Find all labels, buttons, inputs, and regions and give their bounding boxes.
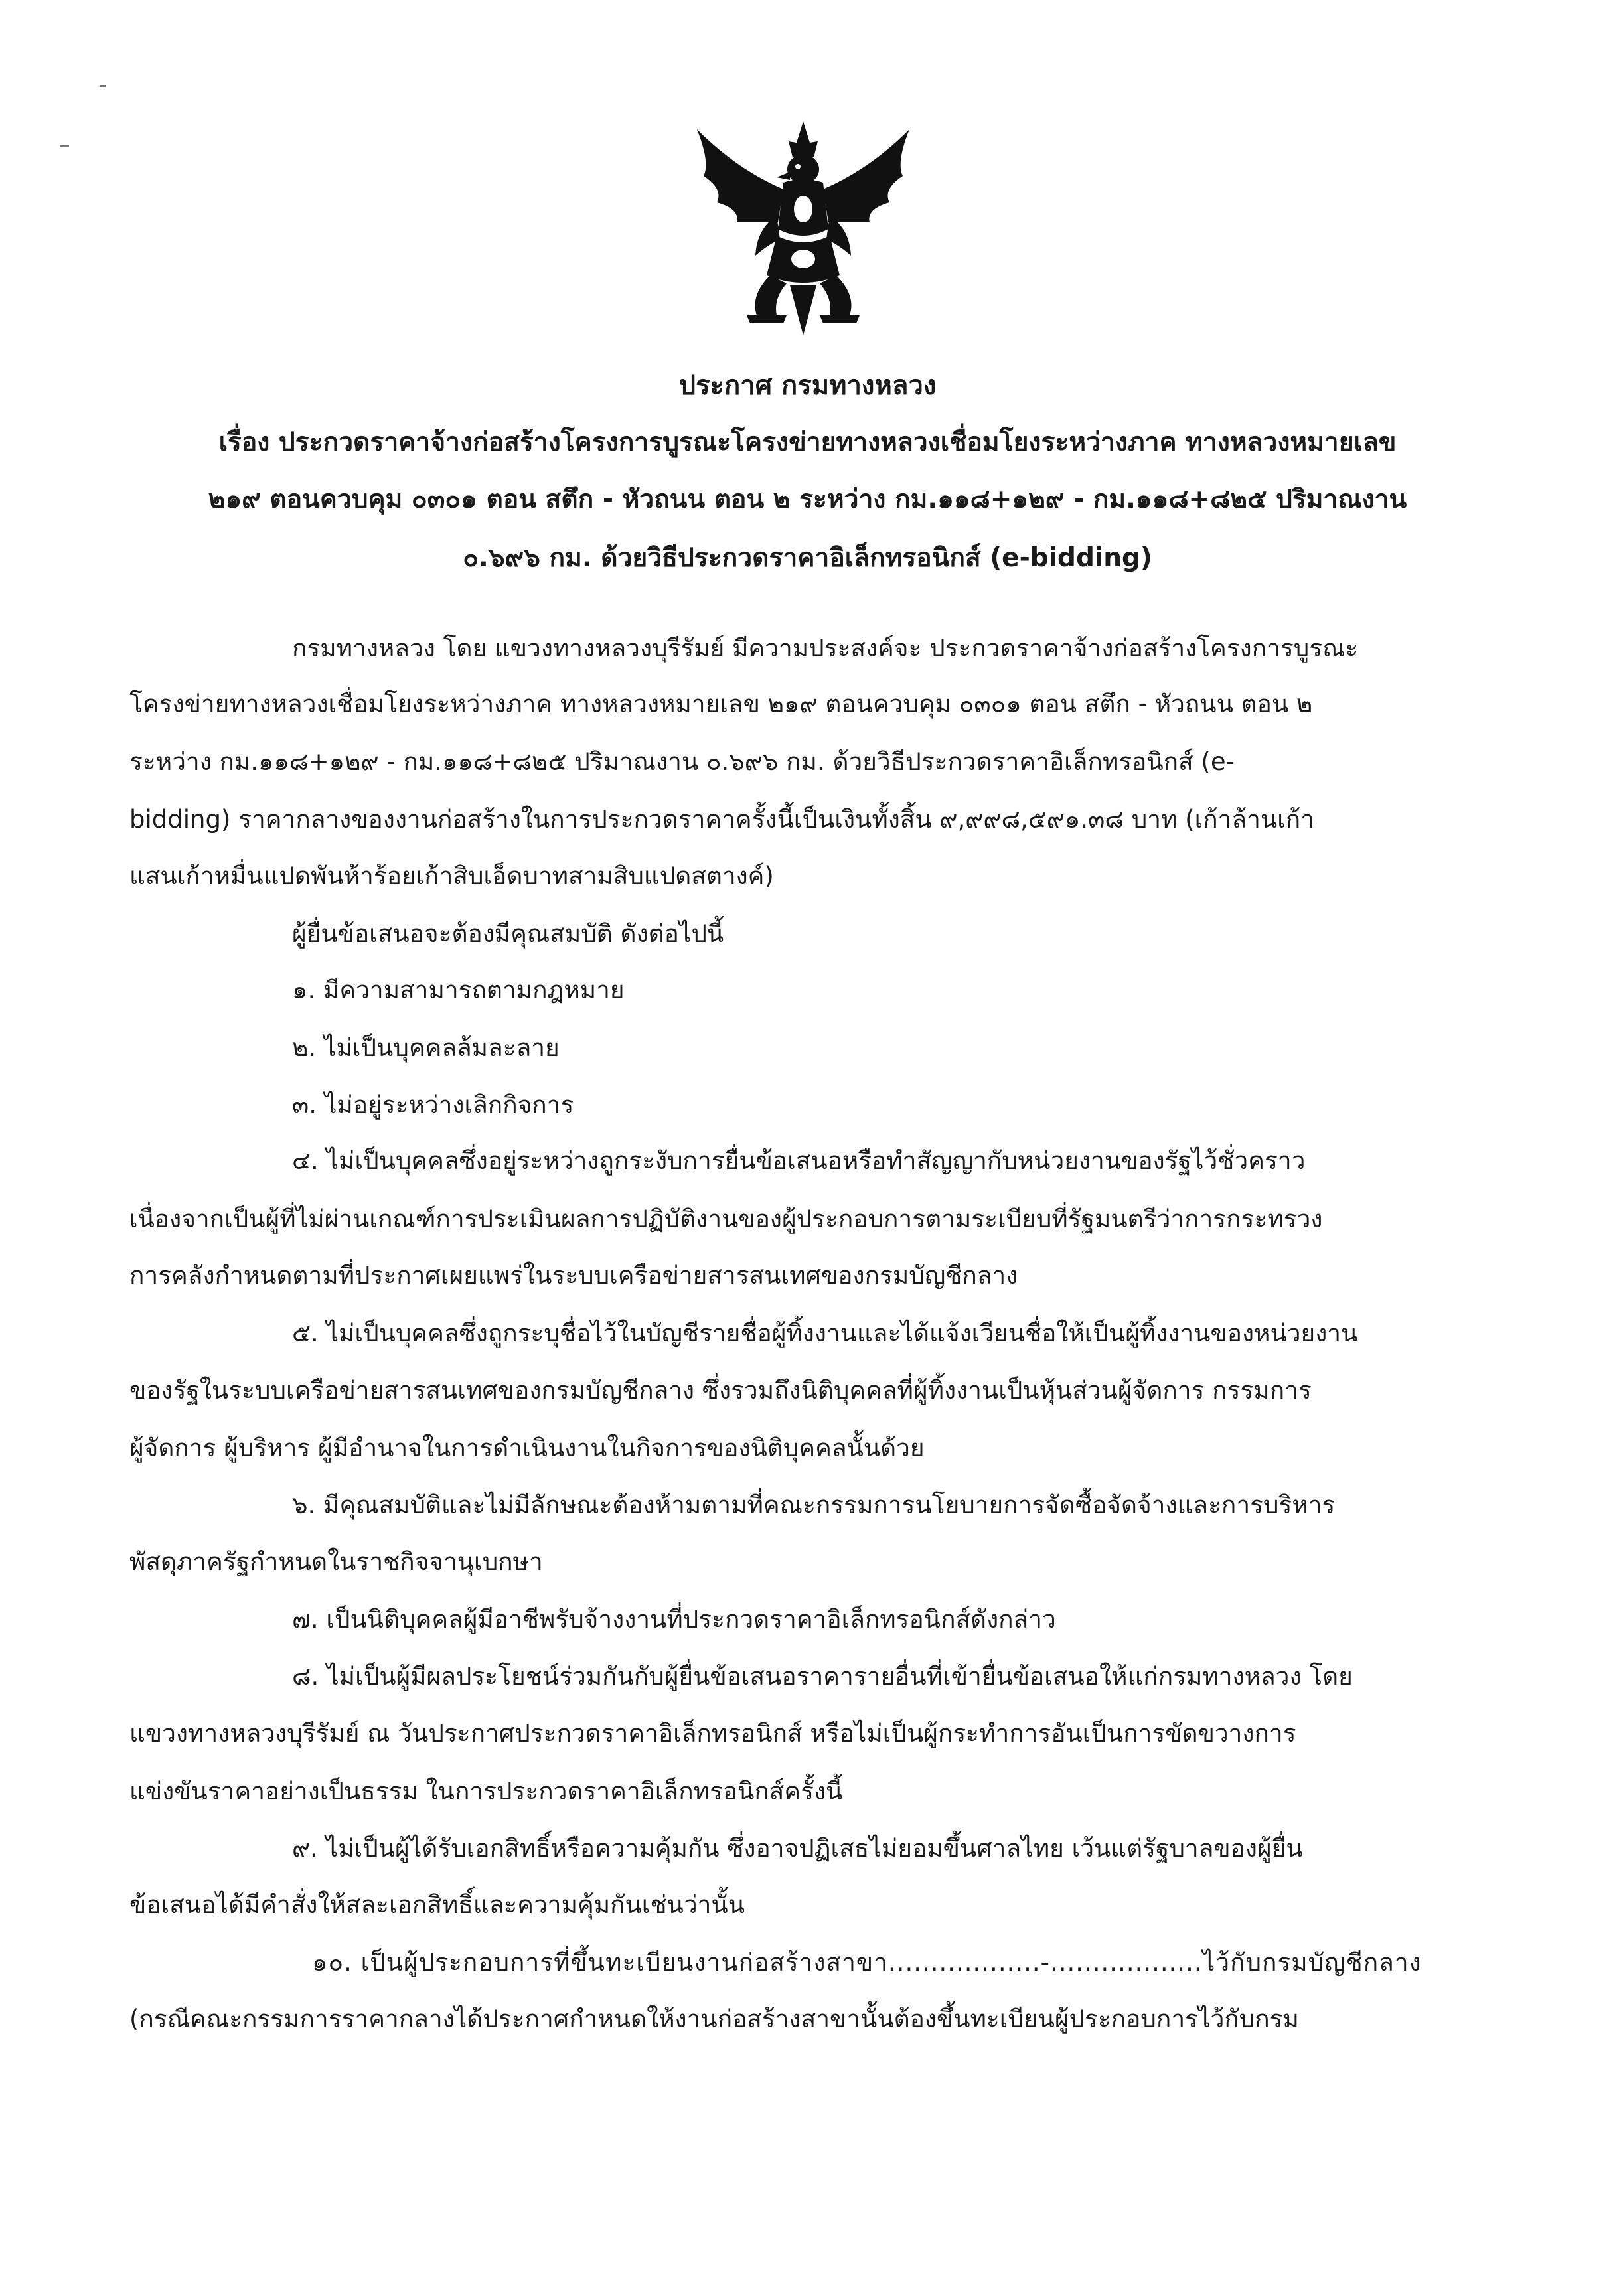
qualification-intro: ผู้ยื่นข้อเสนอจะต้องมีคุณสมบัติ ดังต่อไปนี้ (292, 919, 724, 948)
qualification-item-8-cont: แข่งขันราคาอย่างเป็นธรรม ในการประกวดราคาอิเล็กทรอนิกส์ครั้งนี้ (129, 1777, 843, 1805)
qualification-item-1: ๑. มีความสามารถตามกฎหมาย (292, 976, 625, 1004)
issuer-title: ประกาศ กรมทางหลวง (678, 370, 937, 401)
qualification-item-4-cont: เนื่องจากเป็นผู้ที่ไม่ผ่านเกณฑ์การประเมินผลการปฏิบัติงานของผู้ประกอบการตามระเบียบที่รัฐมนตรีว่าการกระทรวง (129, 1205, 1323, 1233)
scan-mark (100, 85, 106, 87)
qualification-item-5-cont: ผู้จัดการ ผู้บริหาร ผู้มีอำนาจในการดำเนินงานในกิจการของนิติบุคคลนั้นด้วย (129, 1434, 925, 1462)
intro-line: โครงข่ายทางหลวงเชื่อมโยงระหว่างภาค ทางหลวงหมายเลข ๒๑๙ ตอนควบคุม ๐๓๐๑ ตอน สตึก - หัวถนน ตอน ๒ (129, 690, 1313, 718)
qualification-item-2: ๒. ไม่เป็นบุคคลล้มละลาย (292, 1033, 560, 1062)
qualification-item-8: ๘. ไม่เป็นผู้มีผลประโยชน์ร่วมกันกับผู้ยื่นข้อเสนอราคารายอื่นที่เข้ายื่นข้อเสนอให้แก่กรมทางหลวง โดย (292, 1662, 1353, 1691)
scan-mark (60, 145, 69, 147)
qualification-item-5-cont: ของรัฐในระบบเครือข่ายสารสนเทศของกรมบัญชีกลาง ซึ่งรวมถึงนิติบุคคลที่ผู้ทิ้งงานเป็นหุ้นส่วนผู้จัดการ กรรมการ (129, 1376, 1312, 1405)
qualification-item-4: ๔. ไม่เป็นบุคคลซึ่งอยู่ระหว่างถูกระงับการยื่นข้อเสนอหรือทำสัญญากับหน่วยงานของรัฐไว้ชั่วคราว (292, 1146, 1306, 1175)
subject-line: เรื่อง ประกวดราคาจ้างก่อสร้างโครงการบูรณะโครงข่ายทางหลวงเชื่อมโยงระหว่างภาค ทางหลวงหมายเลข (218, 427, 1397, 457)
qualification-item-10: ๑๐. เป็นผู้ประกอบการที่ขึ้นทะเบียนงานก่อสร้างสาขา..................-..................ไว้กับกรมบัญชีกลาง (312, 1948, 1422, 1977)
qualification-item-6-cont: พัสดุภาครัฐกำหนดในราชกิจจานุเบกษา (129, 1547, 543, 1576)
qualification-item-7: ๗. เป็นนิติบุคคลผู้มีอาชีพรับจ้างงานที่ประกวดราคาอิเล็กทรอนิกส์ดังกล่าว (292, 1605, 1056, 1634)
qualification-item-4-cont: การคลังกำหนดตามที่ประกาศเผยแพร่ในระบบเครือข่ายสารสนเทศของกรมบัญชีกลาง (129, 1261, 1018, 1290)
intro-line: bidding) ราคากลางของงานก่อสร้างในการประกวดราคาครั้งนี้เป็นเงินทั้งสิ้น ๙,๙๙๘,๕๙๑.๓๘ บาท (เก้าล้านเก้า (129, 805, 1314, 834)
intro-line: แสนเก้าหมื่นแปดพันห้าร้อยเก้าสิบเอ็ดบาทสามสิบแปดสตางค์) (129, 862, 774, 890)
qualification-item-6: ๖. มีคุณสมบัติและไม่มีลักษณะต้องห้ามตามที่คณะกรรมการนโยบายการจัดซื้อจัดจ้างและการบริหาร (292, 1491, 1336, 1519)
subject-line: ๒๑๙ ตอนควบคุม ๐๓๐๑ ตอน สตึก - หัวถนน ตอน ๒ ระหว่าง กม.๑๑๘+๑๒๙ - กม.๑๑๘+๘๒๕ ปริมาณงาน (208, 485, 1407, 514)
qualification-item-8-cont: แขวงทางหลวงบุรีรัมย์ ณ วันประกาศประกวดราคาอิเล็กทรอนิกส์ หรือไม่เป็นผู้กระทำการอันเป็นการขัดขวางการ (129, 1719, 1296, 1748)
garuda-emblem-icon (677, 116, 929, 342)
qualification-item-10-cont: (กรณีคณะกรรมการราคากลางได้ประกาศกำหนดให้งานก่อสร้างสาขานั้นต้องขึ้นทะเบียนผู้ประกอบการไว้กับกรม (129, 2005, 1299, 2033)
qualification-item-9: ๙. ไม่เป็นผู้ได้รับเอกสิทธิ์หรือความคุ้มกัน ซึ่งอาจปฏิเสธไม่ยอมขึ้นศาลไทย เว้นแต่รัฐบาลของผู้ยื่น (292, 1834, 1303, 1863)
qualification-item-3: ๓. ไม่อยู่ระหว่างเลิกกิจการ (292, 1091, 574, 1119)
qualification-item-9-cont: ข้อเสนอได้มีคำสั่งให้สละเอกสิทธิ์และความคุ้มกันเช่นว่านั้น (129, 1890, 745, 1919)
intro-line: ระหว่าง กม.๑๑๘+๑๒๙ - กม.๑๑๘+๘๒๕ ปริมาณงาน ๐.๖๙๖ กม. ด้วยวิธีประกวดราคาอิเล็กทรอนิกส์ (e- (129, 747, 1235, 776)
qualification-item-5: ๕. ไม่เป็นบุคคลซึ่งถูกระบุชื่อไว้ในบัญชีรายชื่อผู้ทิ้งงานและได้แจ้งเวียนชื่อให้เป็นผู้ทิ้งงานของหน่วยงาน (292, 1319, 1358, 1347)
subject-line: ๐.๖๙๖ กม. ด้วยวิธีประกวดราคาอิเล็กทรอนิกส์ (e-bidding) (463, 543, 1152, 573)
intro-line: กรมทางหลวง โดย แขวงทางหลวงบุรีรัมย์ มีความประสงค์จะ ประกวดราคาจ้างก่อสร้างโครงการบูรณะ (292, 634, 1359, 662)
